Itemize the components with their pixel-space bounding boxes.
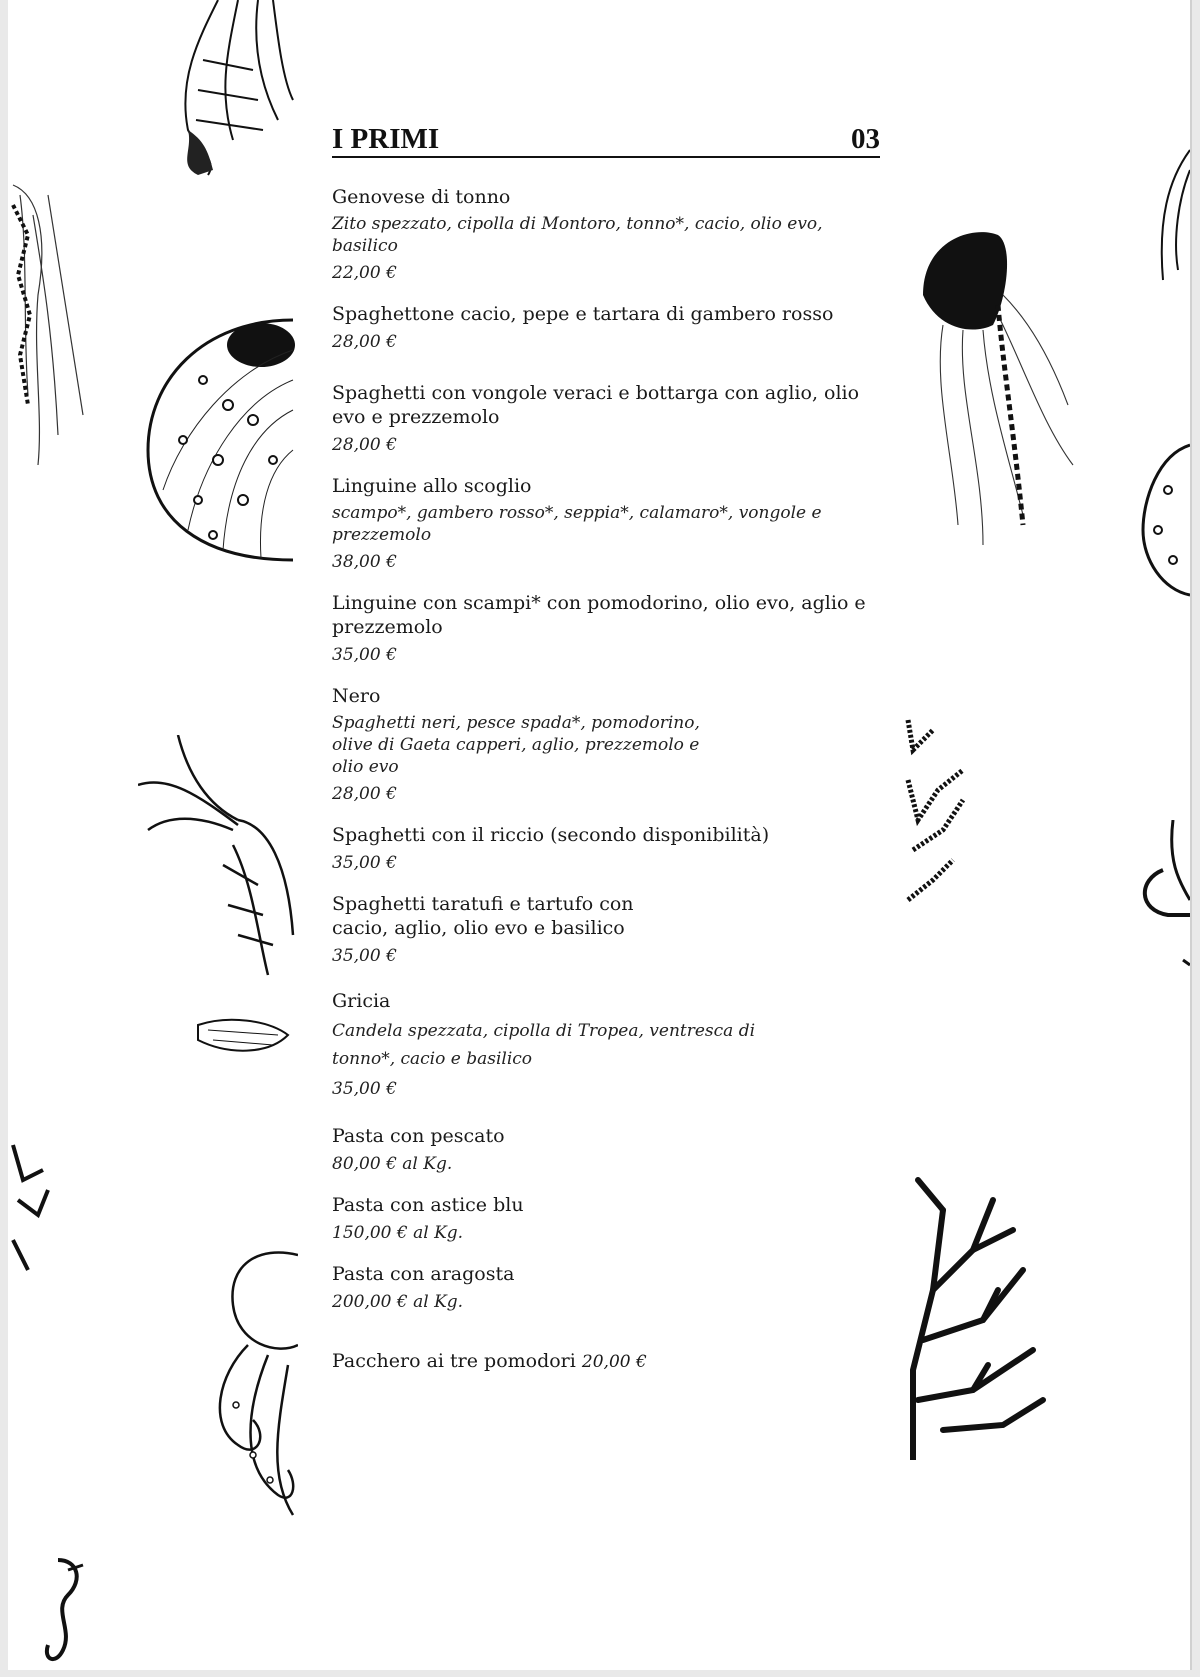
lobster-icon	[1153, 140, 1190, 290]
dish-price: 20,00 €	[581, 1352, 647, 1372]
coral-icon	[903, 710, 973, 910]
dish-price: 38,00 €	[332, 552, 397, 572]
dish-price: 35,00 €	[332, 645, 397, 665]
dish-name: Pacchero ai tre pomodori	[332, 1350, 576, 1372]
dish-price: 200,00 € al Kg.	[332, 1292, 464, 1312]
page-number: 03	[851, 123, 880, 155]
menu-item	[332, 1262, 872, 1313]
dish-name: Pasta con pescato	[332, 1125, 505, 1147]
dish-price: 80,00 € al Kg.	[332, 1154, 453, 1174]
dish-name: Pasta con aragosta	[332, 1263, 515, 1285]
sea-urchin-icon	[143, 310, 295, 570]
dish-name: Linguine con scampi* con pomodorino, olio evo, aglio e prezzemolo	[332, 592, 866, 638]
menu-item	[332, 989, 872, 1100]
dish-name: Linguine allo scoglio	[332, 475, 532, 497]
coral-icon	[8, 1140, 53, 1300]
menu-page	[8, 0, 1192, 1670]
shrimp-icon	[1133, 820, 1190, 970]
dish-name: Nero	[332, 685, 381, 707]
shrimp-icon	[138, 735, 298, 1075]
lobster-icon	[158, 0, 298, 180]
dish-description: Candela spezzata, cipolla di Tropea, ventresca di tonno*, cacio e basilico	[332, 1021, 756, 1069]
menu-item	[332, 381, 872, 456]
dish-description: Zito spezzato, cipolla di Montoro, tonno*, cacio, olio evo, basilico	[332, 214, 823, 256]
dish-price: 150,00 € al Kg.	[332, 1223, 464, 1243]
dish-price: 35,00 €	[332, 1079, 397, 1099]
dish-name: Pasta con astice blu	[332, 1194, 524, 1216]
dish-description: Spaghetti neri, pesce spada*, pomodorino, olive di Gaeta capperi, aglio, prezzemolo e olio evo	[332, 713, 700, 777]
dish-name: Genovese di tonno	[332, 186, 511, 208]
octopus-icon	[208, 1245, 298, 1520]
menu-item	[332, 684, 872, 805]
menu-item	[332, 591, 872, 666]
dish-price: 35,00 €	[332, 946, 397, 966]
menu-item	[332, 185, 872, 284]
section-title: I PRIMI	[332, 123, 440, 155]
sea-urchin-icon	[1138, 440, 1190, 600]
section-header	[332, 122, 880, 158]
menu-item	[332, 892, 872, 967]
menu-item	[332, 823, 872, 874]
dish-price: 28,00 €	[332, 784, 397, 804]
menu-item	[332, 1193, 872, 1244]
dish-name: Spaghettone cacio, pepe e tartara di gambero rosso	[332, 303, 834, 325]
dish-price: 22,00 €	[332, 263, 397, 283]
coral-icon	[903, 1170, 1053, 1460]
jellyfish-icon	[913, 225, 1083, 565]
dish-name: Spaghetti taratufi e tartufo con cacio, aglio, olio evo e basilico	[332, 893, 634, 939]
jellyfish-icon	[8, 175, 88, 475]
seahorse-icon	[28, 1550, 88, 1670]
menu-item	[332, 1349, 872, 1374]
dish-name: Spaghetti con il riccio (secondo disponibilità)	[332, 824, 770, 846]
menu-item	[332, 1124, 872, 1175]
menu-item	[332, 474, 872, 573]
menu-item	[332, 302, 872, 353]
dish-price: 28,00 €	[332, 332, 397, 352]
dish-description: scampo*, gambero rosso*, seppia*, calamaro*, vongole e prezzemolo	[332, 503, 822, 545]
dish-price: 35,00 €	[332, 853, 397, 873]
dish-name: Spaghetti con vongole veraci e bottarga con aglio, olio evo e prezzemolo	[332, 382, 860, 428]
menu-list	[332, 185, 872, 1374]
dish-price: 28,00 €	[332, 435, 397, 455]
dish-name: Gricia	[332, 990, 391, 1012]
